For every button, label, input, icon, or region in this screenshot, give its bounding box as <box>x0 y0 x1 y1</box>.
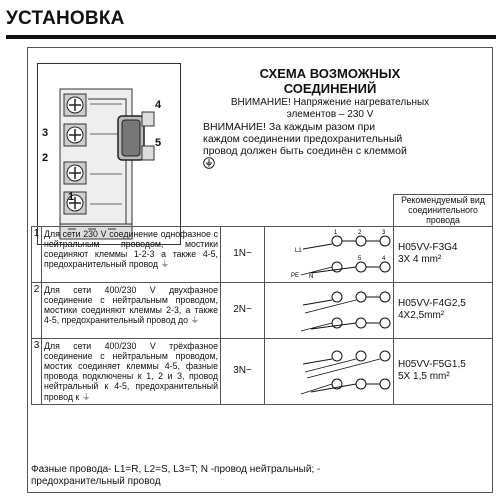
wiring-svg-1n <box>265 227 391 279</box>
ground-warning-text: ВНИМАНИЕ! За каждым разом при каждом соединении предохранительный провод должен быть соединён с клеммой <box>203 121 407 157</box>
cable-spec <box>394 338 493 404</box>
label-pe: PE <box>291 273 300 279</box>
wiring-diagram-1n <box>265 226 394 282</box>
table-row <box>32 282 493 338</box>
table-header-row <box>32 195 493 227</box>
terminal-label-5: 5 <box>155 137 162 149</box>
ground-icon: ⏚ <box>190 315 200 326</box>
voltage-warning: ВНИМАНИЕ! Напряжение нагревательных элементов – 230 V <box>230 97 430 120</box>
row-description-text: Для сети 400/230 V трёхфазное соединение с нейтральным проводом, мостик соединяет клеммы 4-5, фазные провода подключены к 1, 2 и 3, провод нейтральный к 4-5, предохранительный провод к <box>44 340 218 402</box>
wiring-diagram-2n <box>265 282 394 338</box>
cable-spec <box>394 282 493 338</box>
row-description-text: Для сети 230 V соединение однофазное с нейтральным проводом, мостики соединяют клеммы 1-2-3 а также 4-5, предохранительный провод <box>44 228 218 270</box>
scheme-title-line1: СХЕМА ВОЗМОЖНЫХ <box>259 66 401 81</box>
ground-icon: ⏚ <box>81 391 91 402</box>
label-t3: 3 <box>382 230 386 236</box>
wiring-diagram-3n <box>265 338 394 404</box>
label-n: N <box>309 274 314 279</box>
row-number: 1 <box>32 226 42 282</box>
table-row <box>32 338 493 404</box>
label-t5: 5 <box>358 256 362 262</box>
network-type: 2N~ <box>221 282 265 338</box>
terminal-label-1: 1 <box>68 191 75 203</box>
terminal-label-3: 3 <box>42 127 49 139</box>
cable-column-header: Рекомендуемый вид соединительного провода <box>394 195 493 227</box>
row-description-text: Для сети 400/230 V двухфазное соединение с нейтральным проводом, мостики соединяют клеммы 2-3, а также 4-5, предохранительный провод до <box>44 284 218 326</box>
scheme-title-line2: СОЕДИНЕНИЙ <box>283 81 377 96</box>
terminal-label-2: 2 <box>42 152 49 164</box>
ground-icon: ⏚ <box>160 259 170 270</box>
cable-size: 5X 1,5 mm² <box>398 371 450 383</box>
label-t2: 2 <box>358 230 362 236</box>
cable-type: H05VV-F3G4 <box>398 242 458 254</box>
table-row <box>32 226 493 282</box>
label-t4: 4 <box>382 256 386 262</box>
ground-warning <box>203 121 413 170</box>
row-description <box>42 282 221 338</box>
network-type: 1N~ <box>221 226 265 282</box>
row-description <box>42 338 221 404</box>
title-underline <box>6 35 496 39</box>
wiring-svg-3n <box>265 340 391 400</box>
footer-note: Фазные провода- L1=R, L2=S, L3=T; N -провод нейтральный; - предохранительный провод <box>31 464 321 487</box>
cable-type: H05VV-F5G1,5 <box>398 359 466 371</box>
scheme-title <box>190 66 470 96</box>
cable-size: 4X2,5mm² <box>398 310 445 322</box>
label-l1: L1 <box>295 248 302 254</box>
wiring-svg-2n <box>265 283 391 335</box>
label-t1: 1 <box>334 230 338 236</box>
cable-spec <box>394 226 493 282</box>
network-type: 3N~ <box>221 338 265 404</box>
ground-icon <box>203 157 215 169</box>
terminal-label-4: 4 <box>155 99 162 111</box>
cable-type: H05VV-F4G2,5 <box>398 298 466 310</box>
header-spacer <box>32 195 394 227</box>
row-description <box>42 226 221 282</box>
row-number: 2 <box>32 282 42 338</box>
cable-size: 3X 4 mm² <box>398 254 442 266</box>
page-title: УСТАНОВКА <box>6 8 125 29</box>
row-number: 3 <box>32 338 42 404</box>
connection-table <box>31 194 493 405</box>
